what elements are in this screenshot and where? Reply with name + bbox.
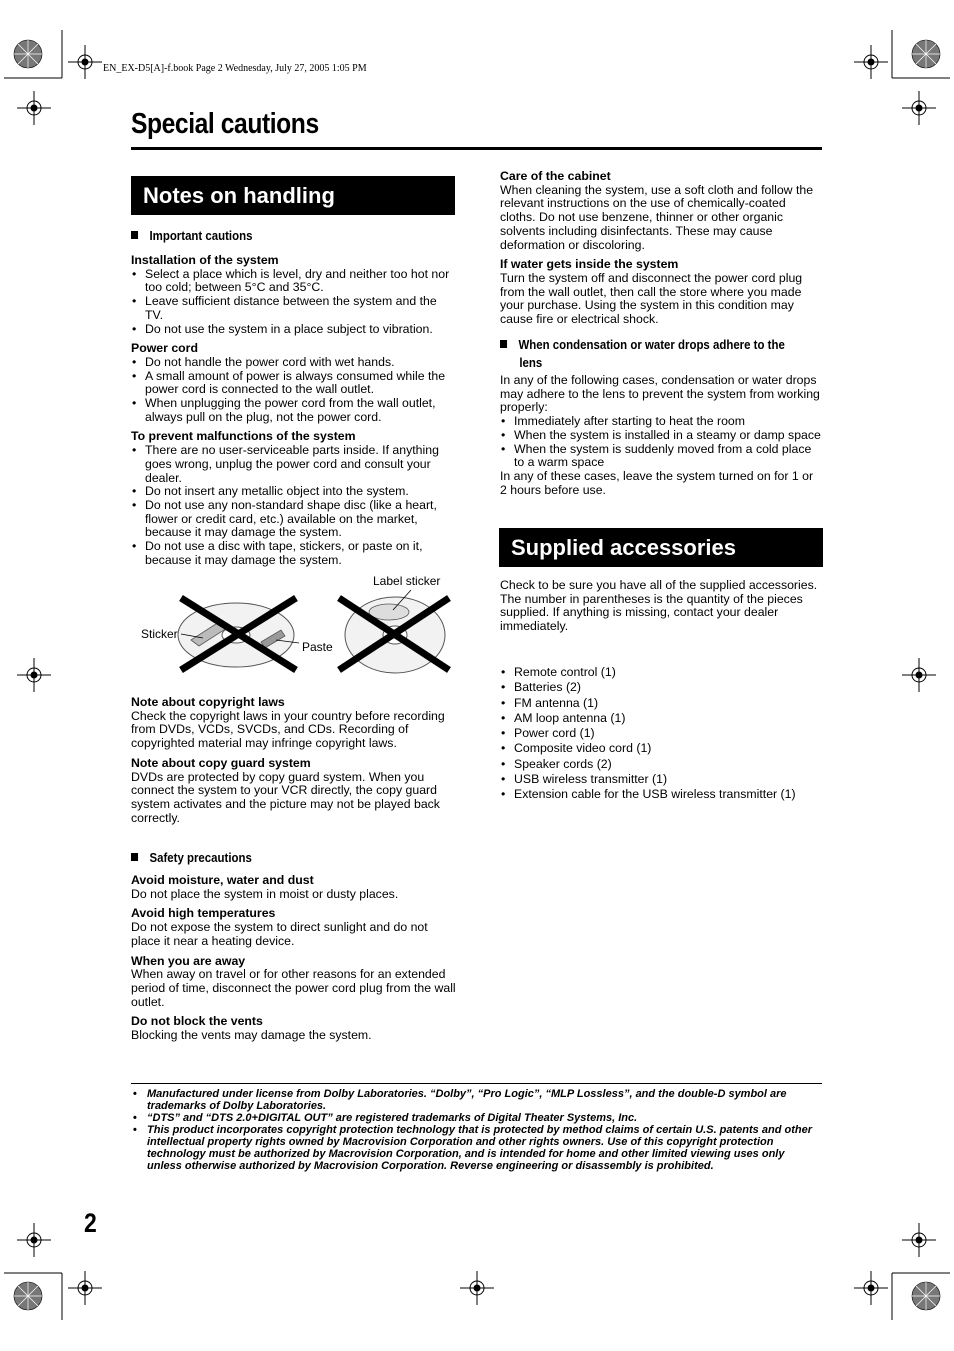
book-info-line: EN_EX-D5[A]-f.book Page 2 Wednesday, July 27, 2005 1:05 PM [103, 63, 367, 74]
square-bullet-icon [131, 853, 138, 861]
copyguard-title: Note about copy guard system [131, 755, 311, 770]
square-bullet-icon [500, 340, 507, 348]
supplied-accessories-title: Supplied accessories [511, 534, 736, 560]
temperatures-title: Avoid high temperatures [131, 906, 276, 921]
important-cautions-body [131, 248, 456, 567]
footnote-item: • “DTS” and “DTS 2.0+DIGITAL OUT” are registered trademarks of Digital Theater Systems, Inc. [131, 1112, 822, 1124]
condensation-list [500, 415, 822, 470]
installation-list [131, 268, 456, 337]
list-item: • Do not insert any metallic object into the system. [131, 485, 456, 499]
copyright-notes [131, 690, 456, 825]
trademark-footnotes [131, 1088, 822, 1172]
list-item: • There are no user-serviceable parts inside. If anything goes wrong, unplug the power cord and consult your dealer. [131, 444, 456, 485]
supplied-accessories-bar [499, 528, 823, 567]
safety-precautions-body [131, 868, 456, 1043]
cabinet-text: When cleaning the system, use a soft cloth and follow the relevant instructions on the use of chemically-coated cloths. Do not use benzene, thinner or other organic solvents including disinfectants. These may cause deformation or discoloring. [500, 182, 814, 252]
list-item: • FM antenna (1) [500, 696, 822, 711]
vents-text: Blocking the vents may damage the system. [131, 1028, 372, 1043]
malfunction-list [131, 444, 456, 567]
page-title: Special cautions [131, 108, 319, 140]
accessories-list [500, 665, 822, 803]
square-bullet-icon [131, 231, 138, 239]
list-item: • Immediately after starting to heat the room [500, 415, 822, 429]
power-cord-list [131, 356, 456, 425]
title-rule [131, 147, 822, 150]
installation-title: Installation of the system [131, 253, 279, 267]
condensation-intro: In any of the following cases, condensation or water drops may adhere to the lens to prevent the system from working properly: [500, 373, 820, 415]
page-number: 2 [84, 1208, 97, 1238]
important-cautions-heading: Important cautions [131, 227, 252, 245]
condensation-outro: In any of these cases, leave the system turned on for 1 or 2 hours before use. [500, 468, 814, 497]
temperatures-text: Do not expose the system to direct sunlight and do not place it near a heating device. [131, 920, 428, 948]
list-item: • Leave sufficient distance between the system and the TV. [131, 295, 456, 322]
accessories-quantity-text: The number in parentheses is the quantity of the pieces supplied. If anything is missing, contact your dealer immediately. [500, 591, 803, 634]
paste-caption: Paste [302, 640, 333, 654]
away-title: When you are away [131, 953, 246, 968]
accessories-intro [500, 579, 822, 634]
list-item: • When the system is installed in a steamy or damp space [500, 429, 822, 443]
moisture-title: Avoid moisture, water and dust [131, 873, 314, 887]
copyguard-text: DVDs are protected by copy guard system. When you connect the system to your VCR directly, the copy guard system activates and the picture may not be played back correctly. [131, 769, 440, 825]
safety-precautions-heading: Safety precautions [131, 849, 252, 867]
power-cord-title: Power cord [131, 341, 198, 356]
footnote-item: • This product incorporates copyright protection technology that is protected by method claims of certain U.S. patents and other intellectual property rights owned by Macrovision Corporation and other rights owners. Use of this copyright protection technology must be authorized by Macrovision Corporation, and is intended for home and other limited viewing uses only unless otherwise authorized by Macrovision Corporation. Reverse engineering or disassembly is prohibited. [131, 1124, 822, 1172]
notes-on-handling-title: Notes on handling [143, 182, 335, 208]
accessories-check-text: Check to be sure you have all of the supplied accessories. [500, 578, 818, 592]
condensation-heading: When condensation or water drops adhere to the lens [500, 336, 785, 372]
list-item: • Remote control (1) [500, 665, 822, 680]
cabinet-and-water-notes [500, 164, 822, 327]
list-item: • Extension cable for the USB wireless transmitter (1) [500, 787, 822, 802]
list-item: • AM loop antenna (1) [500, 711, 822, 726]
list-item: • When the system is suddenly moved from a cold place to a warm space [500, 443, 822, 470]
list-item: • Do not use any non-standard shape disc (like a heart, flower or credit card, etc.) available on the market, because it may damage the system. [131, 499, 456, 540]
list-item: • USB wireless transmitter (1) [500, 772, 822, 787]
footnote-rule [131, 1083, 822, 1084]
list-item: • Composite video cord (1) [500, 741, 822, 756]
disc-with-sticker-icon [178, 598, 296, 670]
list-item: • When unplugging the power cord from the wall outlet, always pull on the plug, not the power cord. [131, 397, 456, 424]
vents-title: Do not block the vents [131, 1014, 263, 1029]
list-item: • Power cord (1) [500, 726, 822, 741]
copyright-text: Check the copyright laws in your country before recording from DVDs, VCDs, SVCDs, and CDs. Recording of copyrighted material may infringe copyright laws. [131, 708, 445, 751]
cabinet-title: Care of the cabinet [500, 169, 611, 183]
water-title: If water gets inside the system [500, 257, 679, 272]
list-item: • Do not handle the power cord with wet hands. [131, 356, 456, 370]
list-item: • Select a place which is level, dry and neither too hot nor too cold; between 5°C and 35°C. [131, 268, 456, 295]
condensation-body [500, 374, 822, 497]
list-item: • Speaker cords (2) [500, 757, 822, 772]
away-text: When away on travel or for other reasons for an extended period of time, disconnect the power cord plug from the wall outlet. [131, 967, 456, 1009]
malfunction-title: To prevent malfunctions of the system [131, 429, 356, 444]
copyright-title: Note about copyright laws [131, 695, 285, 709]
disc-warning-illustration [131, 570, 456, 692]
list-item: • A small amount of power is always consumed while the power cord is connected to the wall outlet. [131, 370, 456, 397]
label-sticker-caption: Label sticker [373, 574, 441, 588]
list-item: • Batteries (2) [500, 680, 822, 695]
list-item: • Do not use the system in a place subject to vibration. [131, 323, 456, 337]
water-text: Turn the system off and disconnect the power cord plug from the wall outlet, then call the store where you made your purchase. Using the system in this condition may cause fire or electrical shock. [500, 270, 803, 327]
sticker-caption: Sticker [141, 627, 178, 641]
notes-on-handling-bar [131, 176, 455, 215]
moisture-text: Do not place the system in moist or dusty places. [131, 886, 399, 901]
list-item: • Do not use a disc with tape, stickers, or paste on it, because it may damage the system. [131, 540, 456, 567]
footnote-item: • Manufactured under license from Dolby Laboratories. “Dolby”, “Pro Logic”, “MLP Lossless”, and the double-D symbol are trademarks of Dolby Laboratories. [131, 1088, 822, 1112]
